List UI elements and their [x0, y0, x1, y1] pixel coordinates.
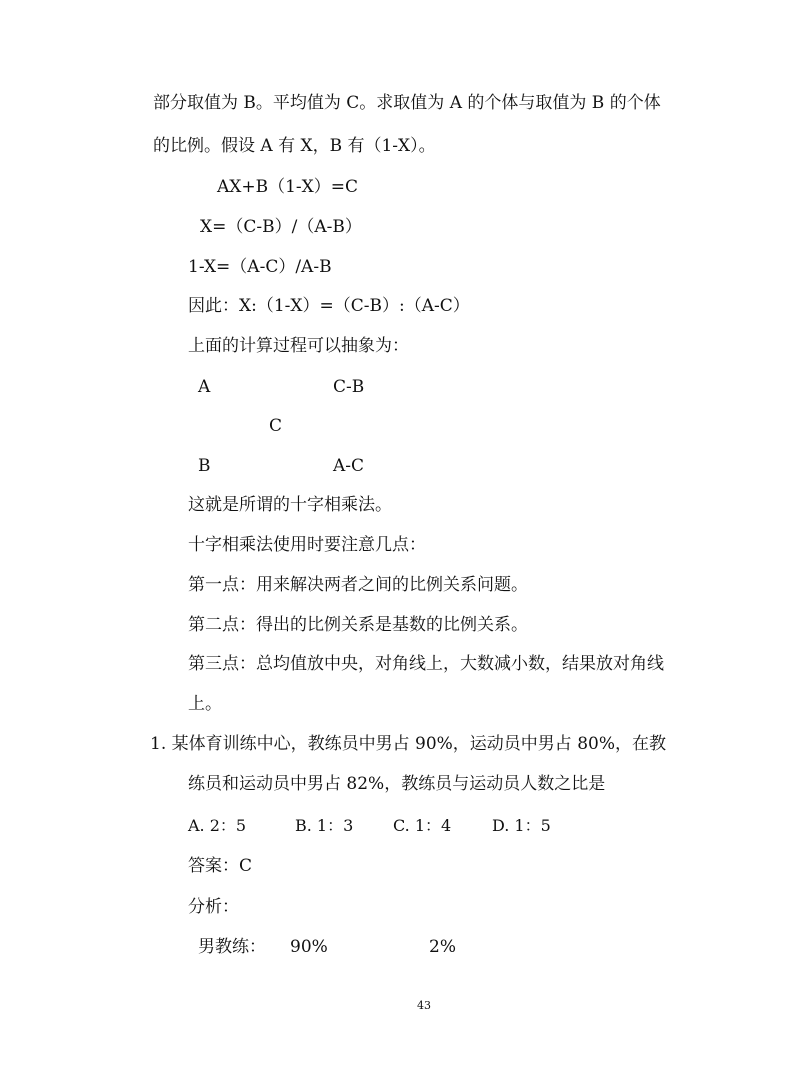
analysis-row-value: 90% [290, 937, 328, 957]
paragraph-line-1: 部分取值为 B。平均值为 C。求取值为 A 的个体与取值为 B 的个体 [153, 93, 661, 113]
option-b: B. 1：3 [295, 816, 354, 835]
note-2: 第二点：得出的比例关系是基数的比例关系。 [188, 615, 528, 635]
answer: 答案：C [188, 856, 253, 876]
cross-bottom-right: A-C [333, 456, 365, 476]
option-d: D. 1：5 [492, 816, 551, 835]
equation-2: X=（C-B）/（A-B） [200, 217, 362, 237]
analysis-row-diff: 2% [429, 937, 456, 957]
cross-bottom-left: B [198, 456, 211, 476]
option-a: A. 2：5 [188, 816, 247, 835]
abstract-intro: 上面的计算过程可以抽象为： [188, 336, 409, 356]
cross-top-left: A [198, 377, 211, 397]
equation-3: 1-X=（A-C）/A-B [188, 257, 332, 277]
cross-top-right: C-B [333, 377, 365, 397]
note-3: 第三点：总均值放中央，对角线上，大数减小数，结果放对角线 [188, 654, 664, 674]
equation-1: AX+B（1-X）=C [217, 177, 359, 197]
analysis-row-label: 男教练： [198, 937, 266, 957]
question-line-2: 练员和运动员中男占 82%，教练员与运动员人数之比是 [188, 774, 606, 794]
equation-4: 因此：X:（1-X）=（C-B）:（A-C） [188, 296, 470, 316]
note-1: 第一点：用来解决两者之间的比例关系问题。 [188, 575, 528, 595]
notes-intro: 十字相乘法使用时要注意几点： [188, 535, 426, 555]
method-name: 这就是所谓的十字相乘法。 [188, 495, 392, 515]
analysis-label: 分析： [188, 897, 239, 917]
option-c: C. 1：4 [393, 816, 452, 835]
page-number: 43 [417, 999, 431, 1012]
note-3-continued: 上。 [188, 694, 222, 714]
question-line-1: 1. 某体育训练中心，教练员中男占 90%，运动员中男占 80%，在教 [150, 734, 667, 754]
paragraph-line-2: 的比例。假设 A 有 X，B 有（1-X）。 [153, 136, 436, 156]
cross-center: C [269, 416, 283, 436]
